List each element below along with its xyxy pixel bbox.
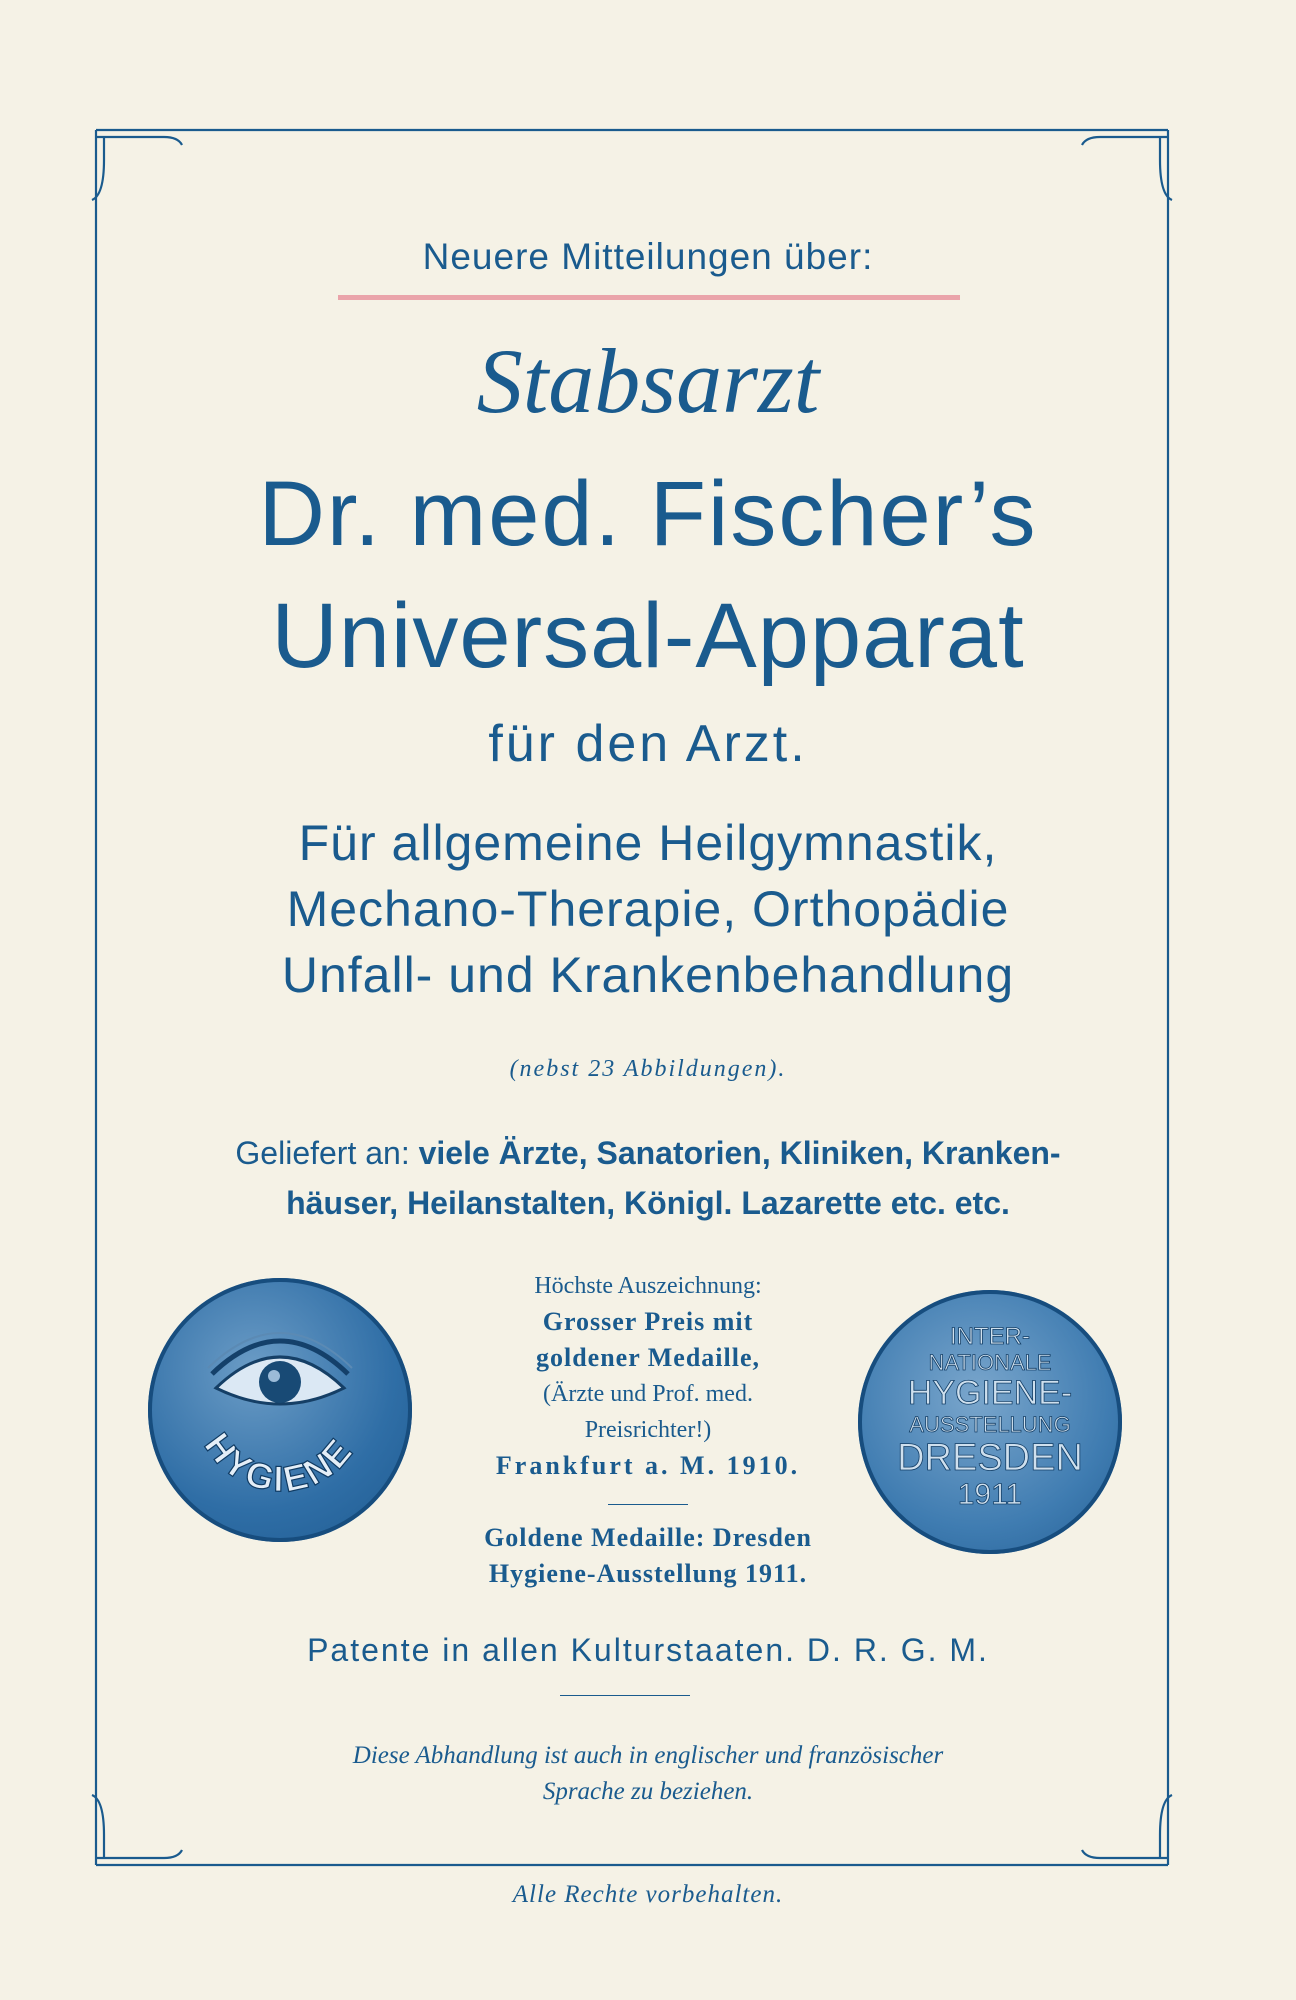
uses-line: Unfall- und Krankenbehandlung (281, 947, 1015, 1003)
medal-right-line: HYGIENE- (907, 1374, 1073, 1412)
award-gold: Hygiene-Ausstellung 1911. (488, 1559, 808, 1588)
award-heading: Höchste Auszeichnung: (534, 1273, 762, 1299)
medal-left-text: HYGIENE (196, 1425, 362, 1501)
award-divider (608, 1504, 688, 1505)
rights-notice: Alle Rechte vorbehalten. (512, 1881, 784, 1908)
title-name: Dr. med. Fischer’s (258, 463, 1038, 565)
award-jury: Preisrichter!) (584, 1417, 712, 1443)
note-line: Diese Abhandlung ist auch in englischer und französischer (352, 1742, 944, 1769)
medal-right-line: DRESDEN (897, 1437, 1083, 1479)
translation-note (0, 1738, 1296, 1810)
divider-rule (560, 1695, 690, 1696)
medal-right-line: AUSSTELLUNG (909, 1412, 1071, 1437)
supplied-prefix: Geliefert an: (235, 1135, 410, 1171)
medal-right-line: 1911 (957, 1478, 1023, 1511)
supplied-to (0, 1128, 1296, 1228)
title-product: Universal-Apparat (271, 585, 1025, 687)
award-block (0, 1268, 1296, 1592)
kicker-underline (338, 295, 960, 300)
supplied-line: häuser, Heilanstalten, Königl. Lazarette etc. etc. (286, 1185, 1010, 1221)
medal-right-line: INTER- (950, 1323, 1030, 1350)
figures-note: (nebst 23 Abbildungen). (509, 1056, 787, 1082)
title-audience: für den Arzt. (488, 715, 808, 773)
award-prize: Grosser Preis mit (542, 1307, 754, 1336)
kicker-heading: Neuere Mitteilungen über: (422, 236, 874, 277)
award-prize: goldener Medaille, (535, 1343, 761, 1372)
uses-line: Mechano-Therapie, Orthopädie (286, 881, 1010, 937)
title-rank: Stabsarzt (476, 330, 820, 432)
award-gold: Goldene Medaille: Dresden (484, 1523, 812, 1552)
award-jury: (Ärzte und Prof. med. (543, 1381, 753, 1407)
uses-line: Für allgemeine Heilgymnastik, (298, 815, 998, 871)
medal-right-line: NATIONALE (928, 1350, 1052, 1375)
uses-list (0, 810, 1296, 1008)
award-place: Frankfurt a. M. 1910. (495, 1451, 801, 1480)
note-line: Sprache zu beziehen. (542, 1778, 754, 1805)
patents-line: Patente in allen Kulturstaaten. D. R. G. M. (307, 1632, 989, 1668)
supplied-line: viele Ärzte, Sanatorien, Kliniken, Kranken- (418, 1135, 1061, 1171)
